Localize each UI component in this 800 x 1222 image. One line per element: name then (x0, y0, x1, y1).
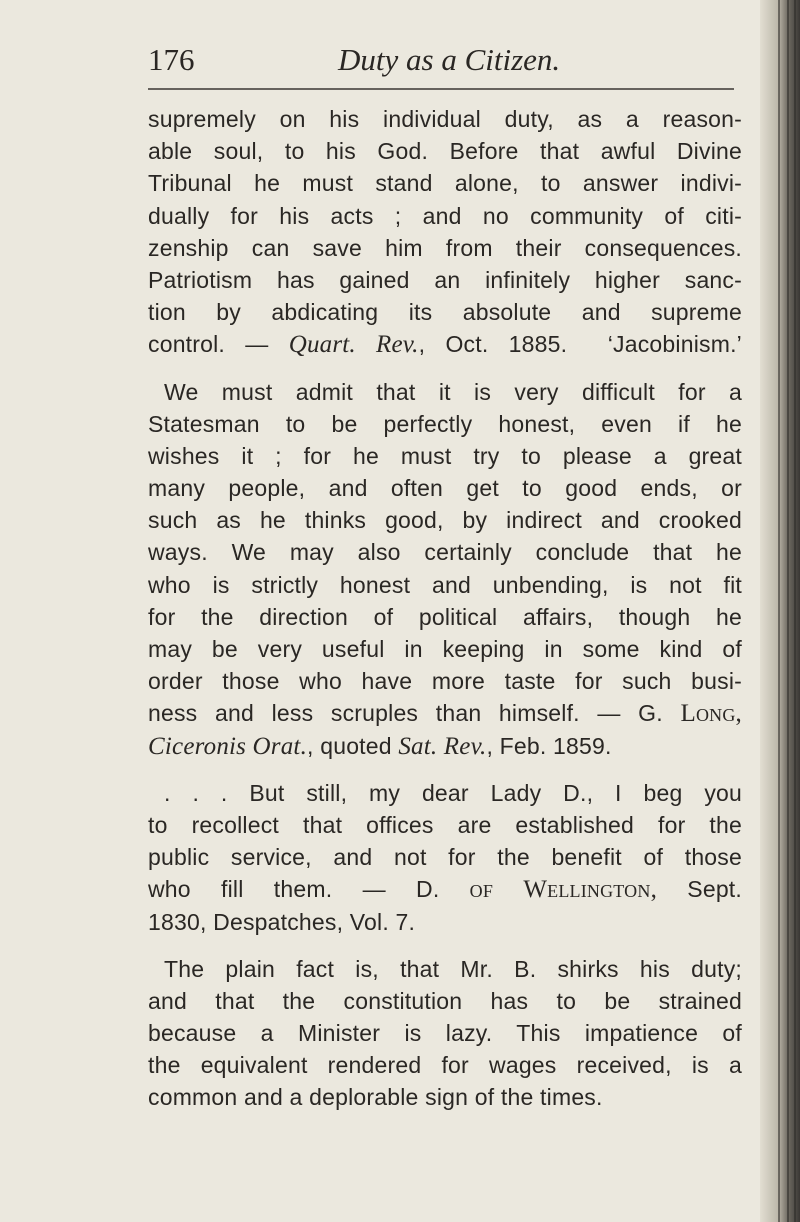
text-line: tion by abdicating its absolute and supreme (148, 299, 742, 326)
citation-work: Ciceronis Orat. (148, 732, 308, 760)
citation-text: ness and less scruples than himself. — G. (148, 700, 681, 727)
body-text (148, 103, 742, 1129)
text-line: Statesman to be perfectly honest, even if he (148, 410, 742, 437)
citation-line: 1830, Despatches, Vol. 7. (148, 908, 416, 935)
page-number: 176 (148, 42, 195, 77)
text-line: Patriotism has gained an infinitely higher sanc- (148, 266, 742, 293)
book-spine (760, 0, 800, 1222)
paragraph-4 (148, 953, 742, 1114)
text-line: We must admit that it is very difficult for a (164, 378, 742, 405)
citation-line (148, 328, 742, 360)
citation-author: Wellington, (523, 876, 658, 904)
citation-of: of (469, 876, 494, 904)
citation-line (148, 873, 742, 905)
text-line: . . . But still, my dear Lady D., I beg you (164, 779, 742, 806)
citation-source: Sat. Rev. (398, 732, 487, 760)
text-line: common and a deplorable sign of the times. (148, 1084, 603, 1111)
paragraph-1 (148, 103, 742, 361)
citation-text: , quoted (307, 732, 399, 759)
text-line: the equivalent rendered for wages received, is a (148, 1052, 742, 1079)
paragraph-2 (148, 376, 742, 762)
text-line: zenship can save him from their consequences. (148, 234, 742, 261)
text-line: for the direction of political affairs, though he (148, 603, 742, 630)
citation-line (148, 697, 742, 729)
text-line: public service, and not for the benefit of those (148, 844, 742, 871)
paragraph-3 (148, 777, 742, 938)
citation-line (148, 730, 742, 762)
citation-date: , Feb. 1859. (486, 732, 612, 759)
spine-edge-line (787, 0, 789, 1222)
text-line: such as he thinks good, by indirect and crooked (148, 507, 742, 534)
citation-date: Sept. (687, 876, 742, 903)
citation-author: Long, (680, 700, 742, 728)
text-line: dually for his acts ; and no community of citi- (148, 202, 742, 229)
text-line: supremely on his individual duty, as a reason- (148, 106, 742, 132)
text-line: many people, and often get to good ends, or (148, 475, 742, 502)
text-line: Tribunal he must stand alone, to answer indivi- (148, 170, 742, 197)
citation-text: who fill them. — D. (148, 876, 470, 903)
text-line: wishes it ; for he must try to please a great (148, 442, 742, 469)
citation-source: Quart. Rev. (288, 331, 419, 359)
citation-date: , Oct. 1885. (418, 331, 568, 358)
page-header (148, 38, 748, 82)
text-line: because a Minister is lazy. This impatience of (148, 1020, 742, 1047)
text-line: The plain fact is, that Mr. B. shirks his duty; (164, 955, 742, 982)
text-line: may be very useful in keeping in some kind of (148, 636, 742, 662)
spine-edge-line (778, 0, 780, 1222)
text-line: to recollect that offices are established for the (148, 811, 742, 838)
text-line: order those who have more taste for such busi- (148, 668, 742, 695)
spine-edge-line (794, 0, 796, 1222)
header-rule (148, 88, 734, 90)
citation-title: ‘Jacobinism.’ (607, 331, 742, 358)
text-line: and that the constitution has to be strained (148, 987, 742, 1014)
running-head: Duty as a Citizen. (338, 42, 561, 77)
citation-text: control. — (148, 331, 289, 358)
text-line: who is strictly honest and unbending, is not fit (148, 571, 742, 598)
text-line: able soul, to his God. Before that awful Divine (148, 138, 742, 165)
text-line: ways. We may also certainly conclude that he (148, 539, 742, 566)
